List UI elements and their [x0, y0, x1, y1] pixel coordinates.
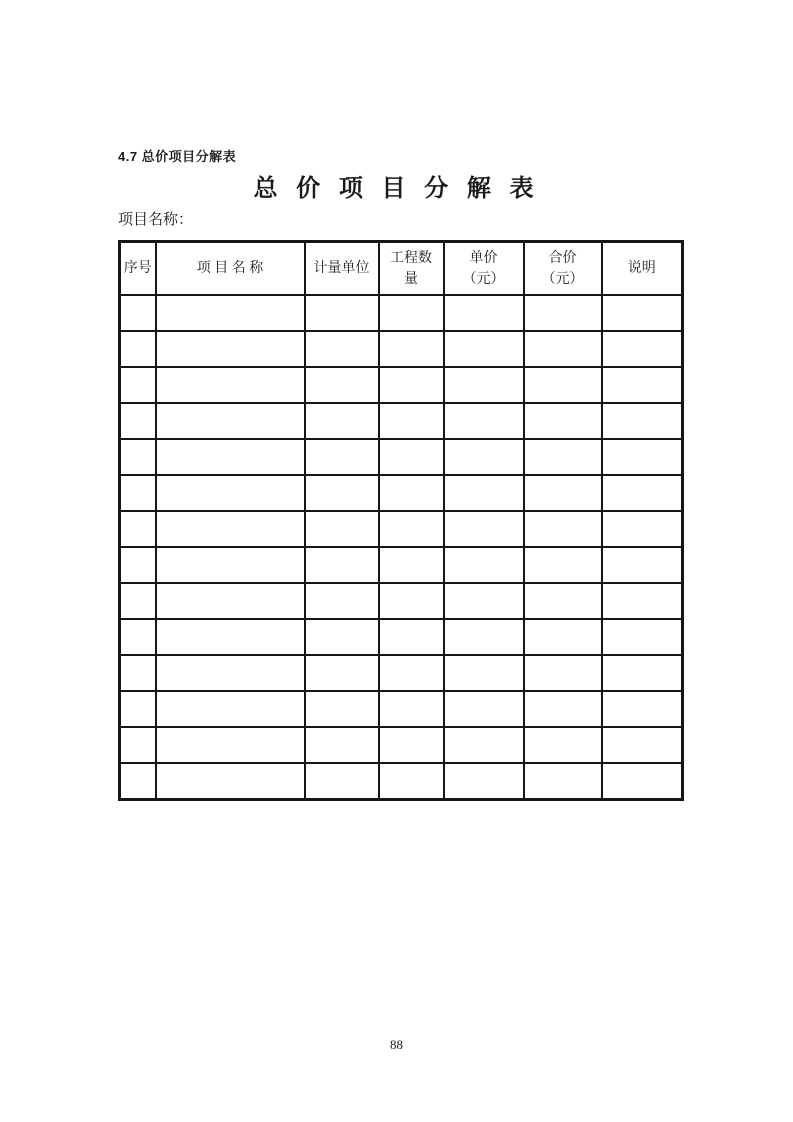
table-cell: [305, 403, 379, 439]
table-cell: [120, 547, 156, 583]
table-cell: [444, 547, 524, 583]
table-cell: [156, 727, 305, 763]
table-cell: [120, 619, 156, 655]
table-cell: [602, 511, 683, 547]
table-cell: [120, 475, 156, 511]
page-number: 88: [390, 1037, 403, 1052]
table-cell: [156, 763, 305, 800]
table-cell: [156, 403, 305, 439]
table-cell: [524, 403, 602, 439]
table-cell: [120, 763, 156, 800]
table-row: [120, 367, 683, 403]
table-cell: [524, 691, 602, 727]
table-body: [120, 295, 683, 800]
table-cell: [305, 475, 379, 511]
table-cell: [156, 547, 305, 583]
header-cell-item-name: [156, 242, 305, 296]
table-cell: [379, 367, 444, 403]
table-cell: [444, 619, 524, 655]
table-cell: [379, 547, 444, 583]
table-cell: [524, 475, 602, 511]
table-cell: [120, 439, 156, 475]
table-cell: [602, 439, 683, 475]
table-row: [120, 583, 683, 619]
header-label: 单价: [469, 250, 498, 266]
table-cell: [602, 691, 683, 727]
table-cell: [444, 727, 524, 763]
project-name-label: 项目名称：: [118, 212, 194, 228]
table-cell: [305, 655, 379, 691]
table-cell: [524, 619, 602, 655]
table-cell: [156, 619, 305, 655]
table-cell: [379, 475, 444, 511]
breakdown-table: [118, 240, 684, 801]
table-cell: [602, 583, 683, 619]
table-row: [120, 475, 683, 511]
table-cell: [305, 295, 379, 331]
table-cell: [305, 439, 379, 475]
table-cell: [120, 295, 156, 331]
table-cell: [524, 763, 602, 800]
header-label: 工程数: [390, 250, 432, 266]
table-cell: [524, 655, 602, 691]
table-cell: [379, 403, 444, 439]
table-cell: [444, 475, 524, 511]
table-cell: [379, 511, 444, 547]
table-cell: [120, 511, 156, 547]
header-label: 项 目 名 称: [196, 261, 264, 276]
table-cell: [602, 619, 683, 655]
table-cell: [379, 619, 444, 655]
table-cell: [379, 439, 444, 475]
table-row: [120, 511, 683, 547]
table-cell: [305, 367, 379, 403]
header-label: 量: [404, 271, 418, 287]
table-cell: [156, 475, 305, 511]
table-cell: [444, 295, 524, 331]
table-cell: [120, 403, 156, 439]
table-cell: [524, 331, 602, 367]
table-cell: [156, 439, 305, 475]
header-cell-seq-no: [120, 242, 156, 296]
table-cell: [379, 691, 444, 727]
table-cell: [305, 763, 379, 800]
section-heading: 4.7 总价项目分解表: [118, 149, 237, 164]
table-cell: [305, 619, 379, 655]
table-cell: [524, 727, 602, 763]
table-row: [120, 691, 683, 727]
table-cell: [524, 547, 602, 583]
header-label: 说明: [627, 261, 656, 276]
table-cell: [524, 367, 602, 403]
table-row: [120, 331, 683, 367]
table-header-row: [120, 242, 683, 296]
table-cell: [524, 511, 602, 547]
table-cell: [444, 763, 524, 800]
header-cell-unit: [305, 242, 379, 296]
header-cell-total-price: [524, 242, 602, 296]
table-cell: [156, 583, 305, 619]
table-cell: [305, 331, 379, 367]
header-label: 计量单位: [313, 261, 370, 276]
table-cell: [602, 331, 683, 367]
table-cell: [156, 691, 305, 727]
table-cell: [379, 727, 444, 763]
table-cell: [120, 727, 156, 763]
table-cell: [156, 367, 305, 403]
table-cell: [444, 403, 524, 439]
table-cell: [156, 655, 305, 691]
table-row: [120, 295, 683, 331]
table-cell: [524, 295, 602, 331]
table-row: [120, 655, 683, 691]
table-cell: [120, 691, 156, 727]
table-cell: [444, 583, 524, 619]
table-cell: [379, 655, 444, 691]
header-cell-quantity: [379, 242, 444, 296]
table-cell: [156, 511, 305, 547]
table-cell: [602, 763, 683, 800]
table-cell: [120, 331, 156, 367]
table-cell: [379, 331, 444, 367]
table-cell: [156, 295, 305, 331]
table-cell: [305, 691, 379, 727]
table-cell: [524, 583, 602, 619]
table-cell: [444, 331, 524, 367]
table-cell: [444, 367, 524, 403]
table-cell: [120, 655, 156, 691]
form-title: 总 价 项 目 分 解 表: [253, 175, 540, 202]
table-row: [120, 439, 683, 475]
header-cell-remark: [602, 242, 683, 296]
table-row: [120, 403, 683, 439]
table-cell: [305, 583, 379, 619]
table-cell: [379, 763, 444, 800]
table-row: [120, 619, 683, 655]
table-cell: [602, 403, 683, 439]
header-label: （元）: [541, 271, 584, 287]
header-label: 合价: [548, 250, 577, 266]
table-row: [120, 727, 683, 763]
table-cell: [379, 295, 444, 331]
table-cell: [444, 439, 524, 475]
table-cell: [156, 331, 305, 367]
table-cell: [602, 367, 683, 403]
header-label: （元）: [462, 271, 505, 287]
table-row: [120, 763, 683, 800]
table-cell: [602, 727, 683, 763]
table-cell: [305, 511, 379, 547]
header-label: 序号: [123, 261, 152, 276]
table-cell: [120, 583, 156, 619]
table-cell: [444, 655, 524, 691]
table-cell: [305, 727, 379, 763]
table-cell: [305, 547, 379, 583]
table-cell: [120, 367, 156, 403]
table-cell: [602, 295, 683, 331]
table-cell: [444, 511, 524, 547]
header-cell-unit-price: [444, 242, 524, 296]
table-cell: [379, 583, 444, 619]
table-cell: [524, 439, 602, 475]
table-cell: [602, 547, 683, 583]
table-cell: [602, 655, 683, 691]
table-cell: [602, 475, 683, 511]
table-cell: [444, 691, 524, 727]
table-row: [120, 547, 683, 583]
